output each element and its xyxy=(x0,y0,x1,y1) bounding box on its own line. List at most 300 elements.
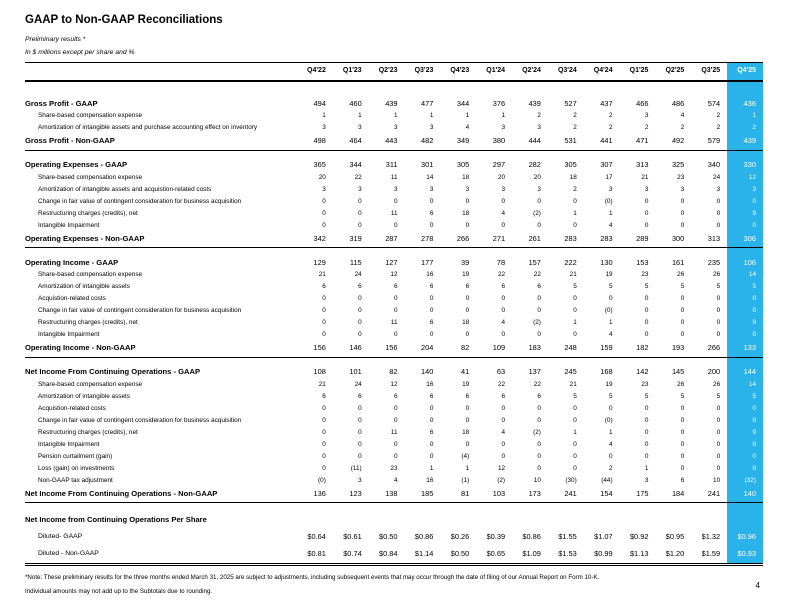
empty-cell xyxy=(620,511,656,528)
spacer-cell xyxy=(548,357,584,365)
value-cell: 0 xyxy=(716,404,721,412)
value-cell: 492 xyxy=(655,134,691,150)
table-row xyxy=(25,305,763,317)
value-cell: 2 xyxy=(609,464,613,472)
value-cell: 0 xyxy=(358,440,362,448)
value-cell: 437 xyxy=(600,98,613,108)
spacer-cell xyxy=(476,503,512,511)
value-cell: 4 xyxy=(501,319,506,327)
value-cell: 3 xyxy=(322,124,326,132)
value-cell-highlighted: 106 xyxy=(727,256,763,269)
value-cell: (44) xyxy=(601,476,613,484)
value-cell: 376 xyxy=(492,98,506,108)
value-cell: 0 xyxy=(573,197,577,205)
value-cell: 18 xyxy=(462,428,470,436)
value-cell: 3 xyxy=(644,185,649,193)
row-label: Amortization of intangible assets xyxy=(38,283,131,291)
value-cell: 6 xyxy=(358,392,362,400)
value-cell: 5 xyxy=(644,283,649,291)
value-cell: 0 xyxy=(465,221,470,229)
value-cell: 1 xyxy=(429,464,434,472)
spacer-cell xyxy=(25,357,297,365)
value-cell: 0 xyxy=(716,428,721,436)
spacer-row xyxy=(25,150,763,158)
value-cell: 0 xyxy=(644,197,649,205)
value-cell: 0 xyxy=(501,295,506,303)
row-label: Acquistion-related costs xyxy=(38,404,106,412)
value-cell: 173 xyxy=(512,487,548,503)
row-label: Change in fair value of contingent consideration for business acquisition xyxy=(38,197,242,205)
value-cell: 2 xyxy=(609,112,613,120)
table-row xyxy=(25,427,763,439)
value-cell: 307 xyxy=(600,160,613,170)
value-cell: 579 xyxy=(691,134,727,150)
value-cell: 6 xyxy=(501,392,506,400)
value-cell: 2 xyxy=(573,185,577,193)
page-number: 4 xyxy=(755,581,760,590)
value-cell: 261 xyxy=(512,232,548,248)
spacer-cell xyxy=(512,357,548,365)
value-cell: 0 xyxy=(644,428,649,436)
subtitle-units: In $ millions except per share and % xyxy=(25,49,135,56)
value-cell: 23 xyxy=(641,271,649,279)
value-cell: 0 xyxy=(680,209,685,217)
value-cell: 161 xyxy=(671,257,685,267)
column-header: Q3'25 xyxy=(691,63,727,81)
spacer-cell xyxy=(369,248,405,256)
value-cell: 5 xyxy=(680,283,685,291)
value-cell: 0 xyxy=(358,221,362,229)
table-row xyxy=(25,220,763,232)
column-header: Q2'23 xyxy=(369,63,405,81)
value-cell: (1) xyxy=(461,476,470,484)
value-cell: 21 xyxy=(318,271,326,279)
spacer-row xyxy=(25,81,763,97)
value-cell: 0 xyxy=(716,319,721,327)
value-cell-highlighted: $0.96 xyxy=(727,528,763,545)
value-cell: 156 xyxy=(297,341,333,357)
value-cell: 2 xyxy=(573,124,577,132)
value-cell: (2) xyxy=(497,476,506,484)
value-cell: 3 xyxy=(465,185,470,193)
spacer-cell xyxy=(655,357,691,365)
column-header: Q4'22 xyxy=(297,63,333,81)
empty-cell xyxy=(512,511,548,528)
value-cell-highlighted: 9 xyxy=(727,208,763,220)
value-cell: 0 xyxy=(429,295,434,303)
value-cell: 12 xyxy=(497,464,506,472)
value-cell: 0 xyxy=(716,295,721,303)
value-cell: 0 xyxy=(322,331,326,339)
value-cell: 127 xyxy=(385,257,398,267)
spacer-cell xyxy=(297,357,333,365)
value-cell-highlighted: 144 xyxy=(727,365,763,378)
value-cell: 0 xyxy=(358,209,362,217)
value-cell: 287 xyxy=(369,232,405,248)
table-row xyxy=(25,528,763,545)
value-cell: 12 xyxy=(390,271,398,279)
value-cell: $0.99 xyxy=(584,545,620,564)
value-cell: 4 xyxy=(465,124,470,132)
column-header: Q3'23 xyxy=(405,63,441,81)
value-cell: 0 xyxy=(716,452,721,460)
value-cell: 26 xyxy=(713,271,721,279)
row-label: Gross Profit - GAAP xyxy=(25,98,98,108)
value-cell: 63 xyxy=(496,367,506,377)
value-cell: 0 xyxy=(537,295,541,303)
value-cell: 0 xyxy=(358,197,362,205)
value-cell: 0 xyxy=(501,221,506,229)
value-cell: 0 xyxy=(393,404,398,412)
value-cell: 0 xyxy=(393,416,398,424)
value-cell: 0 xyxy=(573,404,577,412)
value-cell: 282 xyxy=(528,160,541,170)
empty-cell xyxy=(655,511,691,528)
value-cell-highlighted: 439 xyxy=(727,134,763,150)
page-title: GAAP to Non-GAAP Reconciliations xyxy=(25,14,223,26)
value-cell: 3 xyxy=(501,185,506,193)
value-cell: 0 xyxy=(358,307,362,315)
value-cell: 0 xyxy=(537,416,541,424)
value-cell: 0 xyxy=(322,464,326,472)
value-cell: 10 xyxy=(533,476,541,484)
value-cell-highlighted: 0 xyxy=(727,329,763,341)
value-cell: 0 xyxy=(429,331,434,339)
spacer-cell xyxy=(548,503,584,511)
value-cell: 344 xyxy=(456,98,470,108)
spacer-cell xyxy=(333,503,369,511)
value-cell: 0 xyxy=(680,307,685,315)
value-cell: 177 xyxy=(421,257,434,267)
highlight-column-spacer xyxy=(727,81,763,97)
row-label: Intangible Impairment xyxy=(38,440,100,448)
value-cell: $1.59 xyxy=(691,545,727,564)
value-cell: (11) xyxy=(350,464,362,472)
value-cell: 182 xyxy=(620,341,656,357)
value-cell: 200 xyxy=(707,367,721,377)
table-row xyxy=(25,403,763,415)
value-cell: 0 xyxy=(429,452,434,460)
row-label: Operating Expenses - Non-GAAP xyxy=(25,232,297,248)
value-cell: 305 xyxy=(564,160,577,170)
value-cell: 3 xyxy=(358,476,362,484)
value-cell: 4 xyxy=(609,440,613,448)
value-cell: 4 xyxy=(609,331,613,339)
empty-cell xyxy=(440,511,476,528)
spacer-cell xyxy=(512,150,548,158)
spacer-cell xyxy=(405,81,441,97)
value-cell: 24 xyxy=(354,271,362,279)
value-cell: 0 xyxy=(429,307,434,315)
value-cell: 313 xyxy=(636,160,649,170)
row-label: Operating Expenses - GAAP xyxy=(25,160,128,170)
spacer-cell xyxy=(25,81,297,97)
value-cell: $0.86 xyxy=(522,532,541,542)
value-cell: 0 xyxy=(716,331,721,339)
value-cell: 494 xyxy=(313,98,326,108)
row-label: Amortization of intangible assets and acquistion-related costs xyxy=(38,185,212,193)
spacer-cell xyxy=(333,357,369,365)
value-cell: 18 xyxy=(462,209,470,217)
table-row xyxy=(25,269,763,281)
value-cell: 4 xyxy=(501,428,506,436)
value-cell: 6 xyxy=(429,319,434,327)
column-header: Q1'23 xyxy=(333,63,369,81)
value-cell: 0 xyxy=(573,452,577,460)
spacer-cell xyxy=(369,503,405,511)
empty-cell xyxy=(476,511,512,528)
value-cell: 6 xyxy=(429,209,434,217)
row-label: Net Income From Continuing Operations - Non-GAAP xyxy=(25,487,297,503)
row-label: Operating Income - Non-GAAP xyxy=(25,341,297,357)
value-cell: $1.09 xyxy=(512,545,548,564)
table-row xyxy=(25,511,763,528)
value-cell: 0 xyxy=(322,209,326,217)
value-cell: 137 xyxy=(528,367,541,377)
empty-cell xyxy=(584,511,620,528)
spacer-cell xyxy=(584,248,620,256)
value-cell: 12 xyxy=(390,380,398,388)
value-cell: (0) xyxy=(318,476,326,484)
value-cell: 486 xyxy=(671,98,685,108)
value-cell: 157 xyxy=(528,257,541,267)
value-cell-highlighted: 14 xyxy=(727,269,763,281)
value-cell-highlighted: 0 xyxy=(727,439,763,451)
value-cell-highlighted: 5 xyxy=(727,281,763,293)
value-cell: 138 xyxy=(369,487,405,503)
value-cell-highlighted: 9 xyxy=(727,317,763,329)
value-cell: 156 xyxy=(369,341,405,357)
value-cell: 17 xyxy=(605,173,613,181)
row-label: Share-based compensation expense xyxy=(38,173,143,181)
highlight-column-spacer xyxy=(727,248,763,256)
value-cell: 0 xyxy=(465,295,470,303)
spacer-cell xyxy=(369,81,405,97)
reconciliation-table xyxy=(25,62,763,566)
value-cell: 3 xyxy=(644,112,649,120)
value-cell: $1.55 xyxy=(558,532,577,542)
value-cell: 0 xyxy=(322,440,326,448)
spacer-cell xyxy=(691,503,727,511)
value-cell: 0 xyxy=(644,221,649,229)
value-cell: 5 xyxy=(644,392,649,400)
value-cell: 1 xyxy=(573,319,577,327)
value-cell: (2) xyxy=(533,428,541,436)
spacer-cell xyxy=(548,150,584,158)
table-row xyxy=(25,110,763,122)
subtitle-preliminary: Preliminary results * xyxy=(25,36,86,43)
value-cell: 0 xyxy=(537,404,541,412)
value-cell: $0.39 xyxy=(486,532,506,542)
value-cell: 0 xyxy=(393,440,398,448)
value-cell: 0 xyxy=(429,416,434,424)
spacer-cell xyxy=(620,248,656,256)
row-label: Diluted- GAAP xyxy=(38,532,83,540)
spacer-cell xyxy=(297,150,333,158)
spacer-cell xyxy=(620,81,656,97)
value-cell: (2) xyxy=(533,319,541,327)
value-cell: 20 xyxy=(318,173,326,181)
value-cell: 0 xyxy=(501,452,506,460)
table-row xyxy=(25,232,763,248)
footnotes xyxy=(25,574,763,595)
table-row xyxy=(25,451,763,463)
value-cell: 6 xyxy=(537,283,541,291)
table-row xyxy=(25,158,763,171)
footnote-line-1: *Note: These preliminary results for the three months ended March 31, 2025 are subject to adjustments, including subsequent events that may occur through the date of filing of our Annual Report on Form 10-K. xyxy=(25,573,600,581)
spacer-cell xyxy=(512,248,548,256)
value-cell: 0 xyxy=(680,452,685,460)
value-cell: 266 xyxy=(440,232,476,248)
spacer-cell xyxy=(476,150,512,158)
value-cell: 0 xyxy=(393,331,398,339)
value-cell: 11 xyxy=(390,319,398,327)
value-cell: 22 xyxy=(533,380,541,388)
spacer-cell xyxy=(440,503,476,511)
value-cell: 22 xyxy=(533,271,541,279)
spacer-cell xyxy=(620,150,656,158)
spacer-cell xyxy=(584,503,620,511)
value-cell: 26 xyxy=(677,380,685,388)
value-cell: (2) xyxy=(533,209,541,217)
value-cell: 0 xyxy=(680,404,685,412)
highlight-column-spacer xyxy=(727,503,763,511)
value-cell: 82 xyxy=(440,341,476,357)
value-cell: 1 xyxy=(429,112,434,120)
value-cell: 159 xyxy=(584,341,620,357)
value-cell: 0 xyxy=(358,428,362,436)
value-cell: 0 xyxy=(644,452,649,460)
value-cell: 0 xyxy=(358,404,362,412)
value-cell: 289 xyxy=(620,232,656,248)
spacer-cell xyxy=(476,248,512,256)
value-cell: 444 xyxy=(512,134,548,150)
value-cell: 3 xyxy=(358,185,362,193)
spacer-cell xyxy=(440,81,476,97)
value-cell: 1 xyxy=(465,112,470,120)
value-cell: 2 xyxy=(716,112,721,120)
spacer-cell xyxy=(25,503,297,511)
value-cell: 222 xyxy=(564,257,577,267)
row-label: Operating Income - GAAP xyxy=(25,257,119,267)
spacer-cell xyxy=(655,81,691,97)
spacer-cell xyxy=(691,81,727,97)
value-cell: 185 xyxy=(405,487,441,503)
spacer-cell xyxy=(691,150,727,158)
value-cell: (4) xyxy=(461,452,470,460)
value-cell: 0 xyxy=(644,416,649,424)
value-cell: $0.50 xyxy=(440,545,476,564)
value-cell: 0 xyxy=(537,307,541,315)
column-header: Q1'24 xyxy=(476,63,512,81)
value-cell-highlighted: 330 xyxy=(727,158,763,171)
spacer-cell xyxy=(620,357,656,365)
table-row xyxy=(25,184,763,196)
value-cell: 16 xyxy=(426,380,434,388)
value-cell: 20 xyxy=(497,173,506,181)
value-cell: 441 xyxy=(584,134,620,150)
spacer-cell xyxy=(691,248,727,256)
row-label: Share-based compensation expense xyxy=(38,380,143,388)
value-cell: 1 xyxy=(393,112,398,120)
value-cell: 297 xyxy=(492,160,506,170)
spacer-cell xyxy=(405,248,441,256)
value-cell: 0 xyxy=(716,464,721,472)
value-cell: 5 xyxy=(573,283,577,291)
value-cell: 10 xyxy=(713,476,721,484)
table-row xyxy=(25,415,763,427)
value-cell: 5 xyxy=(609,392,613,400)
value-cell-highlighted: 1 xyxy=(727,110,763,122)
value-cell: 0 xyxy=(644,331,649,339)
row-label: Amortization of intangible assets xyxy=(38,392,131,400)
value-cell: $0.65 xyxy=(476,545,512,564)
row-label: Diluted - Non-GAAP xyxy=(25,545,297,564)
value-cell: 4 xyxy=(501,209,506,217)
empty-cell xyxy=(297,511,333,528)
value-cell: 531 xyxy=(548,134,584,150)
value-cell: 0 xyxy=(644,319,649,327)
value-cell: 1 xyxy=(609,209,613,217)
value-cell: 248 xyxy=(548,341,584,357)
value-cell: 1 xyxy=(322,112,326,120)
value-cell-highlighted: 0 xyxy=(727,403,763,415)
value-cell: 0 xyxy=(680,440,685,448)
spacer-cell xyxy=(333,150,369,158)
value-cell: 20 xyxy=(533,173,541,181)
value-cell: 115 xyxy=(349,257,362,267)
value-cell: 0 xyxy=(429,221,434,229)
empty-cell xyxy=(333,511,369,528)
value-cell: 311 xyxy=(385,160,398,170)
value-cell: 18 xyxy=(462,319,470,327)
value-cell: 26 xyxy=(677,271,685,279)
value-cell: 11 xyxy=(390,428,398,436)
highlight-column-spacer xyxy=(727,357,763,365)
value-cell: 235 xyxy=(707,257,721,267)
value-cell-highlighted: 2 xyxy=(727,122,763,134)
value-cell: 0 xyxy=(644,307,649,315)
value-cell: 22 xyxy=(497,380,506,388)
value-cell: 4 xyxy=(609,221,613,229)
spacer-cell xyxy=(584,357,620,365)
value-cell: 0 xyxy=(465,331,470,339)
value-cell: 283 xyxy=(548,232,584,248)
value-cell: 11 xyxy=(390,209,398,217)
row-label: Amortization of intangible assets and purchase accounting effect on inventory xyxy=(38,124,258,132)
value-cell: 19 xyxy=(462,271,470,279)
table-row xyxy=(25,463,763,475)
value-cell: 21 xyxy=(318,380,326,388)
value-cell: 0 xyxy=(537,464,541,472)
row-label: Net Income from Continuing Operations Per Share xyxy=(25,514,207,524)
value-cell: 5 xyxy=(609,283,613,291)
row-label: Non-GAAP tax adjustment xyxy=(38,476,113,484)
value-cell: $1.20 xyxy=(655,545,691,564)
value-cell: 6 xyxy=(501,283,506,291)
value-cell: 0 xyxy=(644,404,649,412)
value-cell: 22 xyxy=(497,271,506,279)
value-cell-highlighted: 12 xyxy=(727,172,763,184)
value-cell: $1.14 xyxy=(405,545,441,564)
value-cell: 271 xyxy=(476,232,512,248)
value-cell: (30) xyxy=(565,476,577,484)
value-cell: 4 xyxy=(393,476,398,484)
value-cell: 184 xyxy=(655,487,691,503)
value-cell: 2 xyxy=(680,124,685,132)
column-header: Q3'24 xyxy=(548,63,584,81)
value-cell: 204 xyxy=(405,341,441,357)
